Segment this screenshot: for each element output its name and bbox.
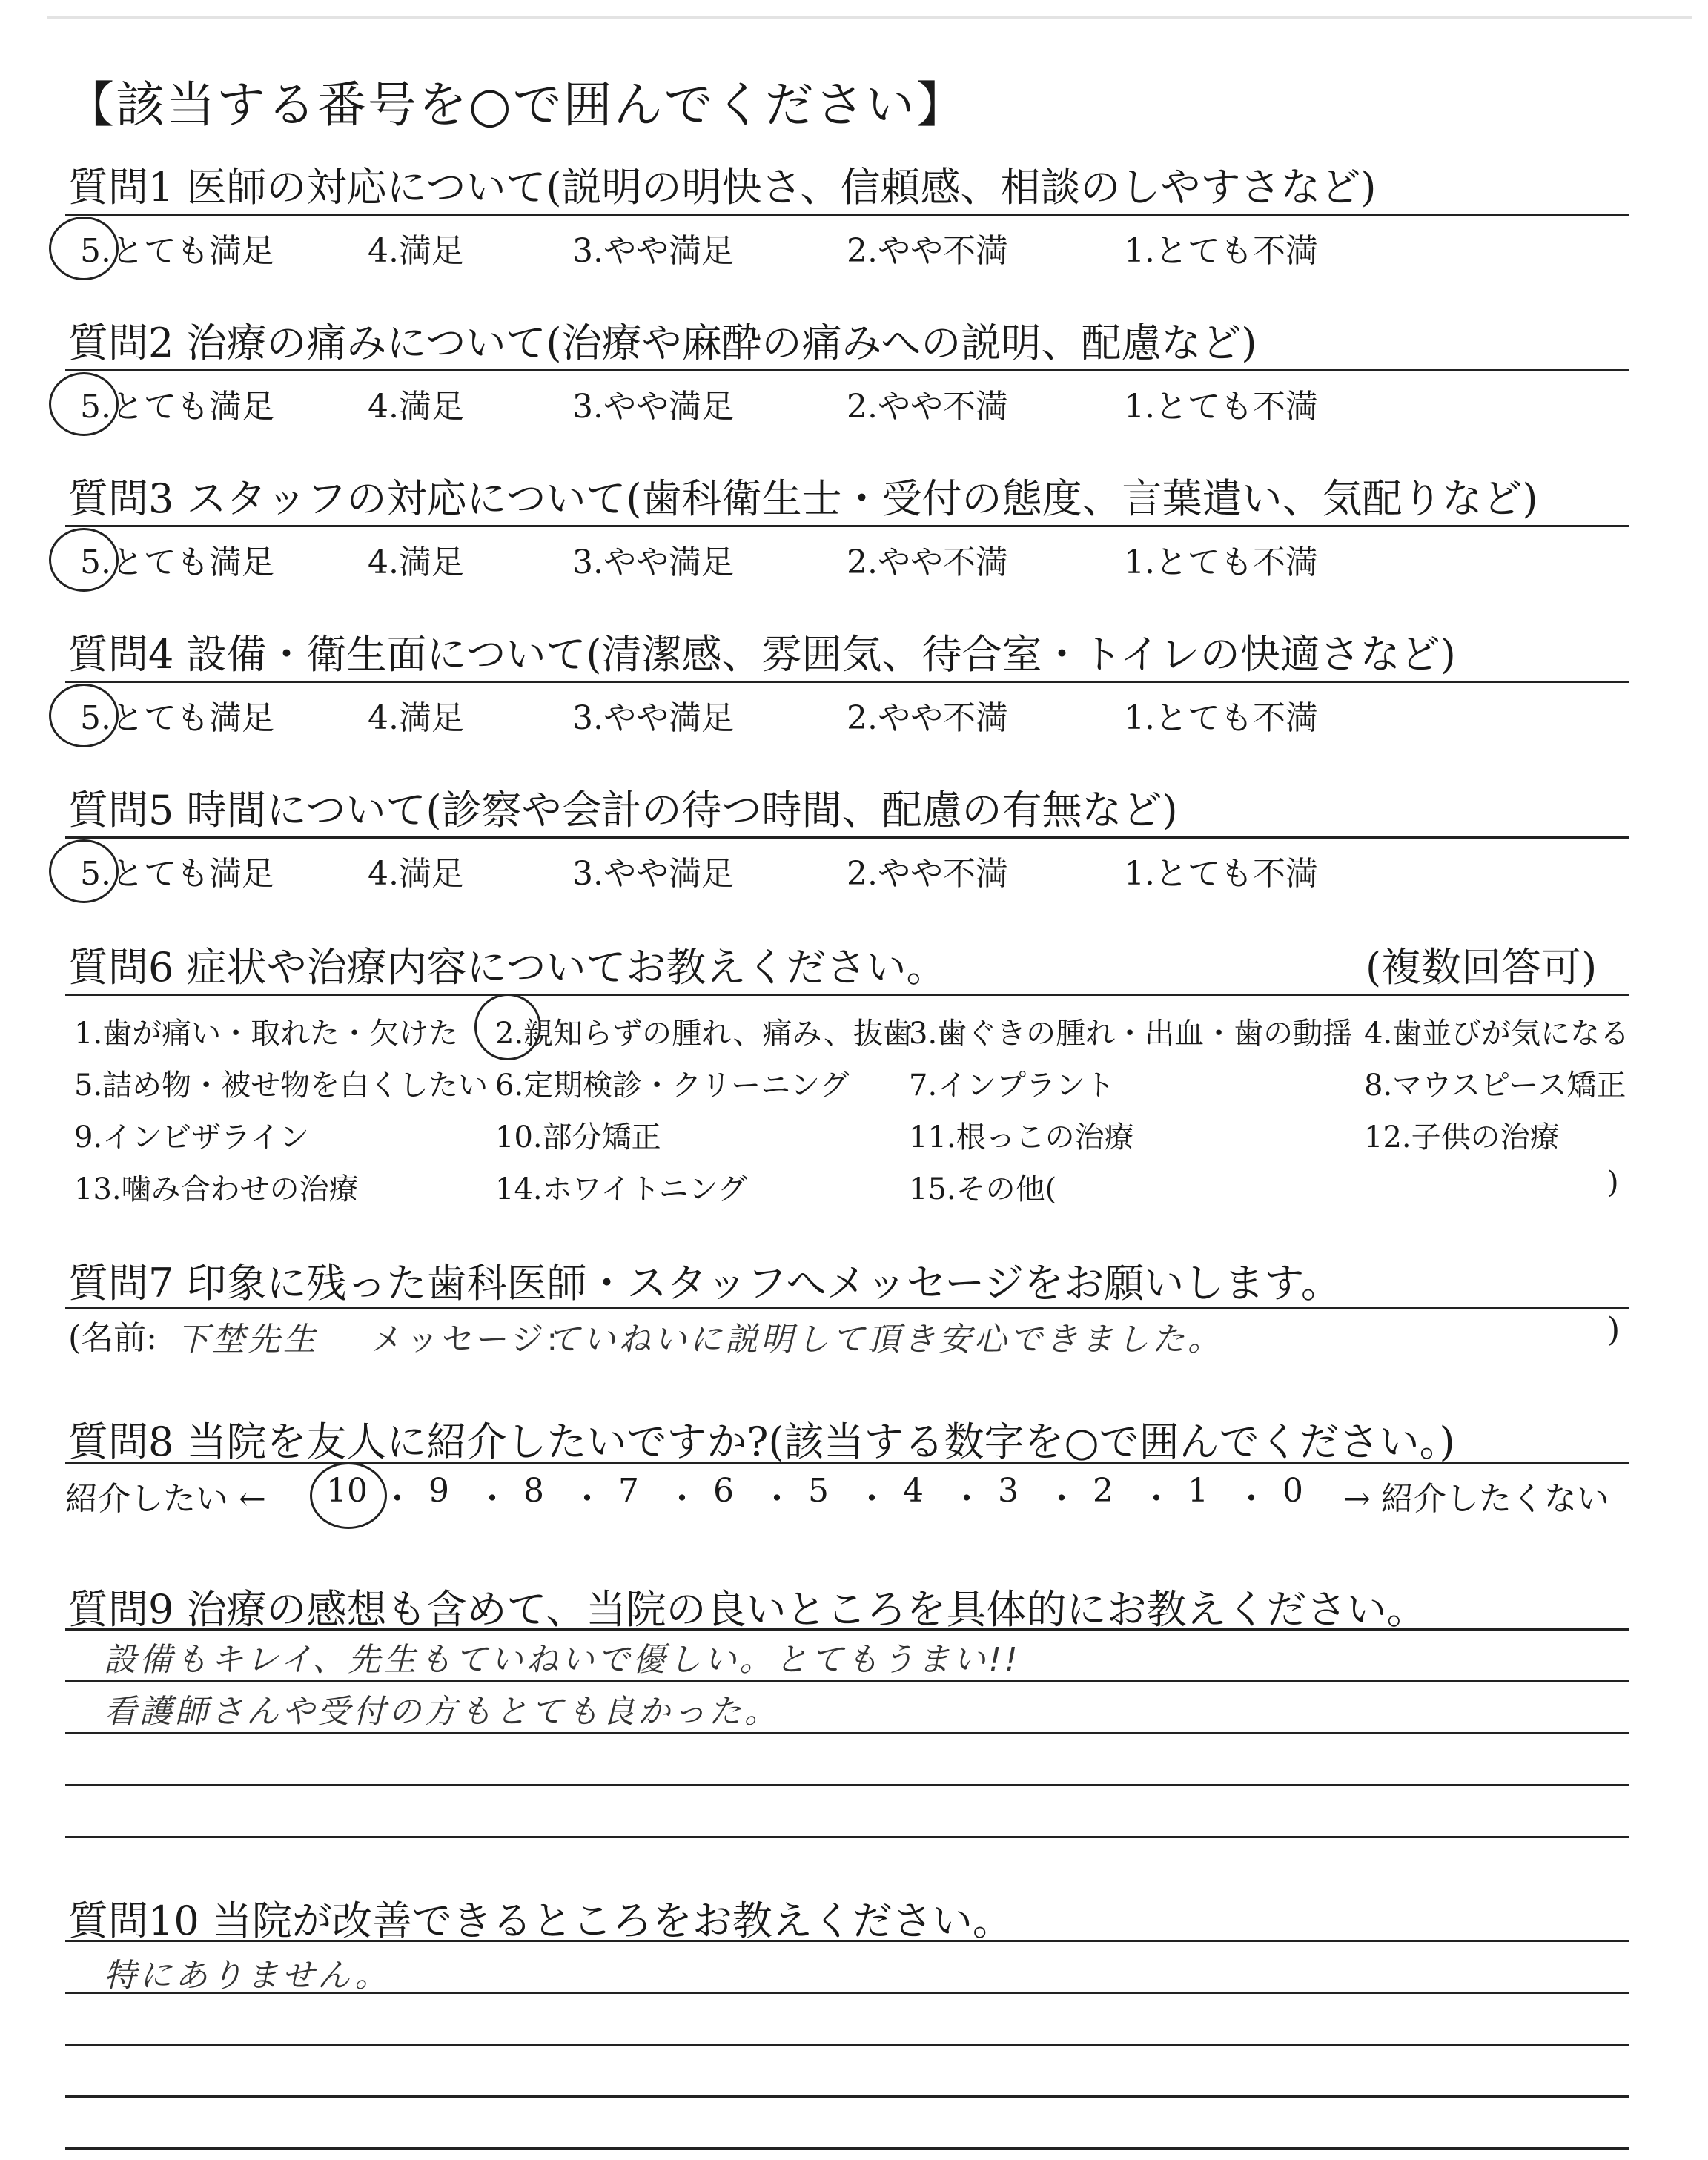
q3-selection-circle: [49, 528, 119, 592]
q6-option-1[interactable]: 1.歯が痛い・取れた・欠けた: [74, 1017, 459, 1051]
q8-scale-value-9[interactable]: 9: [428, 1472, 449, 1510]
q4-option-1[interactable]: 1.とても不満: [1124, 699, 1318, 737]
q3-option-4[interactable]: 4.満足: [368, 544, 464, 581]
q6-option-8[interactable]: 8.マウスピース矯正: [1364, 1069, 1626, 1103]
q3-option-5[interactable]: 5.とても満足: [80, 544, 274, 581]
q2-option-1[interactable]: 1.とても不満: [1124, 388, 1318, 426]
q9-label: 質問9 治療の感想も含めて、当院の良いところを具体的にお教えください。: [68, 1586, 1427, 1633]
q6-option-5[interactable]: 5.詰め物・被せ物を白くしたい: [74, 1069, 489, 1103]
q7-name-value: 下埜先生: [176, 1321, 319, 1358]
q6-option-13[interactable]: 13.噛み合わせの治療: [74, 1172, 359, 1206]
q4-option-5[interactable]: 5.とても満足: [80, 699, 274, 737]
q6-option-7[interactable]: 7.インプラント: [909, 1069, 1116, 1103]
q8-label: 質問8 当院を友人に紹介したいですか?(該当する数字を○で囲んでください。): [68, 1418, 1455, 1465]
q9-answer-line-1: 設備もキレイ、先生もていねいで優しい。とてもうまい!!: [104, 1641, 1021, 1679]
q4-option-2[interactable]: 2.やや不満: [847, 699, 1008, 737]
q2-option-5[interactable]: 5.とても満足: [80, 388, 274, 426]
q4-option-4[interactable]: 4.満足: [368, 699, 464, 737]
q5-rule: [65, 836, 1629, 839]
q1-rule: [65, 214, 1629, 216]
q3-rule: [65, 525, 1629, 527]
q1-option-2[interactable]: 2.やや不満: [847, 232, 1008, 270]
q1-option-1[interactable]: 1.とても不満: [1124, 232, 1318, 270]
q7-label: 質問7 印象に残った歯科医師・スタッフへメッセージをお願いします。: [68, 1260, 1341, 1307]
q2-option-2[interactable]: 2.やや不満: [847, 388, 1008, 426]
q8-scale-separator: ・: [666, 1480, 698, 1518]
q8-scale-value-8[interactable]: 8: [523, 1472, 544, 1510]
q6-option-6[interactable]: 6.定期検診・クリーニング: [495, 1069, 850, 1103]
q8-scale-separator: ・: [1045, 1480, 1078, 1518]
q6-option-14[interactable]: 14.ホワイトニング: [495, 1172, 748, 1206]
q4-option-3[interactable]: 3.やや満足: [572, 699, 734, 737]
q8-scale-value-4[interactable]: 4: [903, 1472, 924, 1510]
q8-scale-value-1[interactable]: 1: [1188, 1472, 1208, 1510]
q10-rule-4: [65, 2095, 1629, 2098]
q6-option-9[interactable]: 9.インビザライン: [74, 1120, 309, 1155]
q6-option-11[interactable]: 11.根っこの治療: [909, 1120, 1134, 1155]
q7-rule: [65, 1307, 1629, 1309]
page-top-border: [47, 16, 1692, 19]
q6-option-12[interactable]: 12.子供の治療: [1364, 1120, 1560, 1155]
q5-option-4[interactable]: 4.満足: [368, 855, 464, 893]
q7-close-paren: ): [1607, 1311, 1621, 1349]
q6-option-10[interactable]: 10.部分矯正: [495, 1120, 661, 1155]
q6-rule: [65, 994, 1629, 996]
q8-selection-circle: [310, 1462, 387, 1529]
q3-label: 質問3 スタッフの対応について(歯科衛生士・受付の態度、言葉遣い、気配りなど): [68, 475, 1538, 522]
q5-option-3[interactable]: 3.やや満足: [572, 855, 734, 893]
q7-name-prefix: (名前:: [68, 1319, 157, 1357]
q5-label: 質問5 時間について(診察や会計の待つ時間、配慮の有無など): [68, 787, 1178, 833]
q4-label: 質問4 設備・衛生面について(清潔感、雰囲気、待合室・トイレの快適さなど): [68, 631, 1456, 678]
q8-scale-separator: ・: [381, 1480, 414, 1518]
q1-option-5[interactable]: 5.とても満足: [80, 232, 274, 270]
q2-rule: [65, 369, 1629, 371]
q2-option-3[interactable]: 3.やや満足: [572, 388, 734, 426]
q6-option-4[interactable]: 4.歯並びが気になる: [1364, 1017, 1630, 1051]
q1-selection-circle: [49, 217, 119, 280]
q8-scale-separator: ・: [950, 1480, 983, 1518]
q6-other-close-paren: ): [1607, 1166, 1619, 1200]
q2-option-4[interactable]: 4.満足: [368, 388, 464, 426]
q8-scale-value-0[interactable]: 0: [1282, 1472, 1303, 1510]
q8-right-label: → 紹介したくない: [1343, 1480, 1609, 1518]
q8-scale-value-3[interactable]: 3: [998, 1472, 1019, 1510]
q5-option-2[interactable]: 2.やや不満: [847, 855, 1008, 893]
q10-rule-5: [65, 2147, 1629, 2150]
form-title: 【該当する番号を○で囲んでください】: [65, 76, 967, 133]
q4-rule: [65, 681, 1629, 683]
q9-rule-2: [65, 1680, 1629, 1682]
q7-message-value: ていねいに説明して頂き安心できました。: [547, 1321, 1223, 1358]
q5-option-5[interactable]: 5.とても満足: [80, 855, 274, 893]
q2-selection-circle: [49, 372, 119, 436]
q8-scale-value-10[interactable]: 10: [326, 1472, 368, 1510]
q6-note: (複数回答可): [1366, 944, 1598, 991]
q5-selection-circle: [49, 839, 119, 903]
q10-label: 質問10 当院が改善できるところをお教えください。: [68, 1898, 1013, 1944]
q8-scale-value-5[interactable]: 5: [808, 1472, 829, 1510]
q6-selection-circle: [474, 994, 541, 1060]
q8-scale-value-6[interactable]: 6: [713, 1472, 734, 1510]
q6-option-15[interactable]: 15.その他(: [909, 1172, 1057, 1206]
q7-message-label: メッセージ:: [371, 1321, 561, 1358]
q10-rule-3: [65, 2044, 1629, 2046]
q8-scale-separator: ・: [1235, 1480, 1268, 1518]
q9-rule-3: [65, 1732, 1629, 1734]
q3-option-2[interactable]: 2.やや不満: [847, 544, 1008, 581]
q9-rule-4: [65, 1784, 1629, 1786]
q9-rule-1: [65, 1628, 1629, 1631]
q8-rule: [65, 1462, 1629, 1464]
q1-option-3[interactable]: 3.やや満足: [572, 232, 734, 270]
q8-left-label: 紹介したい ←: [65, 1480, 266, 1518]
q4-selection-circle: [49, 684, 119, 747]
q8-scale-separator: ・: [761, 1480, 793, 1518]
q3-option-1[interactable]: 1.とても不満: [1124, 544, 1318, 581]
q9-rule-5: [65, 1836, 1629, 1838]
q8-scale-value-7[interactable]: 7: [618, 1472, 639, 1510]
q5-option-1[interactable]: 1.とても不満: [1124, 855, 1318, 893]
q2-label: 質問2 治療の痛みについて(治療や麻酔の痛みへの説明、配慮など): [68, 320, 1257, 366]
q1-label: 質問1 医師の対応について(説明の明快さ、信頼感、相談のしやすさなど): [68, 164, 1377, 211]
q10-answer-line-1: 特にありません。: [104, 1957, 391, 1995]
q9-answer-line-2: 看護師さんや受付の方もとても良かった。: [104, 1693, 780, 1731]
q1-option-4[interactable]: 4.満足: [368, 232, 464, 270]
q8-scale-separator: ・: [476, 1480, 509, 1518]
q6-option-3[interactable]: 3.歯ぐきの腫れ・出血・歯の動揺: [909, 1017, 1353, 1051]
q8-scale-separator: ・: [855, 1480, 888, 1518]
q8-scale-separator: ・: [571, 1480, 603, 1518]
q6-option-2[interactable]: 2.親知らずの腫れ、痛み、抜歯: [495, 1017, 913, 1051]
q8-scale-separator: ・: [1140, 1480, 1173, 1518]
q8-scale-value-2[interactable]: 2: [1093, 1472, 1113, 1510]
q3-option-3[interactable]: 3.やや満足: [572, 544, 734, 581]
q10-rule-1: [65, 1940, 1629, 1942]
q6-label: 質問6 症状や治療内容についてお教えください。: [68, 944, 947, 991]
